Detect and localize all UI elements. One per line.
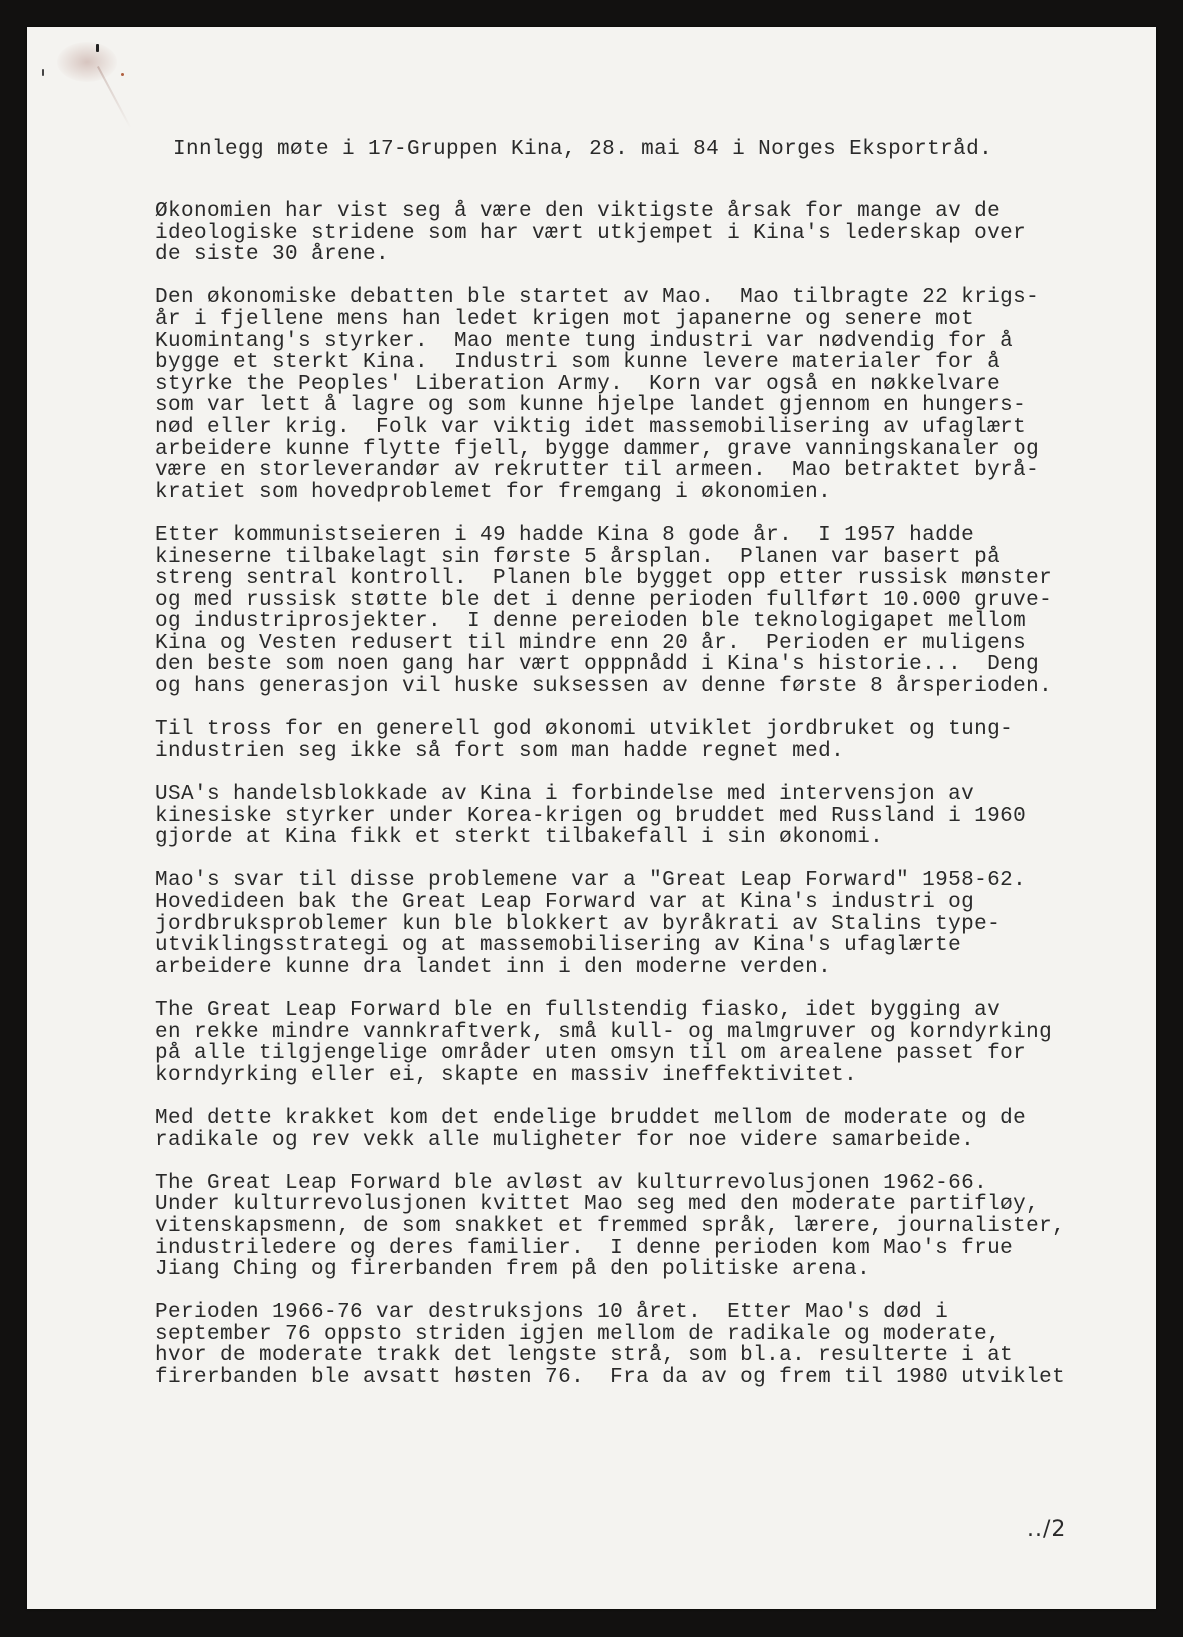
text-line: Hovedideen bak the Great Leap Forward var at Kina's industri og [155, 891, 975, 914]
text-line: kinesiske styrker under Korea-krigen og bruddet med Russland i 1960 [155, 804, 1027, 828]
text-line: radikale og rev vekk alle muligheter for noe videre samarbeide. [155, 1128, 975, 1152]
text-line: kineserne tilbakelagt sin første 5 årsplan. Planen var basert på [155, 545, 1001, 569]
text-line: være en storleverandør av rekrutter til armeen. Mao betraktet byrå- [155, 459, 1040, 483]
ink-mark [121, 73, 124, 76]
paper-stain-streak [97, 66, 132, 129]
text-line: styrke the Peoples' Liberation Army. Korn var også en nøkkelvare [155, 372, 1001, 396]
text-line: arbeidere kunne flytte fjell, bygge dammer, grave vanningskanaler og [155, 437, 1040, 461]
text-line: på alle tilgjengelige områder uten omsyn til om arealene passet for [155, 1042, 1027, 1066]
text-line: Jiang Ching og firerbanden frem på den politiske arena. [155, 1258, 871, 1282]
text-line: Etter kommunistseieren i 49 hadde Kina 8 gode år. I 1957 hadde [155, 523, 975, 547]
text-line: Kina og Vesten redusert til mindre enn 20 år. Perioden er muligens [155, 631, 1027, 655]
paragraph [155, 201, 1135, 266]
document-page [27, 27, 1156, 1609]
text-line: kratiet som hovedproblemet for fremgang i økonomien. [155, 480, 832, 504]
text-line: Mao's svar til disse problemene var a "Great Leap Forward" 1958-62. [155, 869, 1027, 893]
page-continuation-marker: ../2 [1027, 1517, 1067, 1542]
text-line: og med russisk støtte ble det i denne perioden fullført 10.000 gruve- [155, 588, 1053, 612]
text-line: Perioden 1966-76 var destruksjons 10 året. Etter Mao's død i [155, 1301, 949, 1325]
text-line: The Great Leap Forward ble avløst av kulturrevolusjonen 1962-66. [155, 1171, 988, 1195]
text-line: hvor de moderate trakk det lengste strå, som bl.a. resulterte i at [155, 1344, 1014, 1368]
paragraph [155, 870, 1135, 978]
text-line: firerbanden ble avsatt høsten 76. Fra da av og frem til 1980 utviklet [155, 1366, 1066, 1390]
text-line: den beste som noen gang har vært opppnådd i Kina's historie... Deng [155, 653, 1040, 677]
text-line: vitenskapsmenn, de som snakket et fremmed språk, lærere, journalister, [155, 1214, 1066, 1238]
ink-mark [42, 69, 44, 76]
paragraph [155, 719, 1135, 762]
document-body [155, 201, 1135, 1410]
text-line: industriledere og deres familier. I denne perioden kom Mao's frue [155, 1236, 1014, 1260]
text-line: gjorde at Kina fikk et sterkt tilbakefall i sin økonomi. [155, 826, 884, 850]
text-line: og industriprosjekter. I denne pereioden ble teknologigapet mellom [155, 610, 1027, 634]
text-line: Kuomintang's styrker. Mao mente tung industri var nødvendig for å [155, 329, 1014, 353]
paragraph [155, 1302, 1135, 1388]
text-line: arbeidere kunne dra landet inn i den moderne verden. [155, 955, 832, 979]
paragraph [155, 1173, 1135, 1281]
text-line: som var lett å lagre og som kunne hjelpe landet gjennom en hungers- [155, 394, 1027, 418]
text-line: bygge et sterkt Kina. Industri som kunne levere materialer for å [155, 351, 1001, 375]
text-line: ideologiske stridene som har vært utkjempet i Kina's lederskap over [155, 221, 1027, 245]
text-line: jordbruksproblemer kun ble blokkert av byråkrati av Stalins type- [155, 912, 1001, 936]
paragraph [155, 1108, 1135, 1151]
text-line: korndyrking eller ei, skapte en massiv ineffektivitet. [155, 1063, 858, 1087]
text-line: USA's handelsblokkade av Kina i forbindelse med intervensjon av [155, 783, 975, 807]
text-line: en rekke mindre vannkraftverk, små kull- og malmgruver og korndyrking [155, 1020, 1053, 1044]
paragraph [155, 287, 1135, 503]
text-line: år i fjellene mens han ledet krigen mot japanerne og senere mot [155, 307, 975, 331]
text-line: nød eller krig. Folk var viktig idet massemobilisering av ufaglært [155, 415, 1027, 439]
text-line: og hans generasjon vil huske suksessen av denne første 8 årsperioden. [155, 675, 1053, 699]
text-line: utviklingsstrategi og at massemobilisering av Kina's ufaglærte [155, 934, 962, 958]
paragraph [155, 1000, 1135, 1086]
text-line: Økonomien har vist seg å være den viktigste årsak for mange av de [155, 200, 1001, 223]
text-line: streng sentral kontroll. Planen ble bygget opp etter russisk mønster [155, 567, 1053, 591]
text-line: Med dette krakket kom det endelige bruddet mellom de moderate og de [155, 1106, 1027, 1130]
text-line: Under kulturrevolusjonen kvittet Mao seg med den moderate partifløy, [155, 1193, 1040, 1217]
text-line: Til tross for en generell god økonomi utviklet jordbruket og tung- [155, 718, 1014, 742]
paragraph [155, 784, 1135, 849]
paper-stain [57, 42, 117, 82]
text-line: de siste 30 årene. [155, 243, 390, 267]
text-line: september 76 oppsto striden igjen mellom de radikale og moderate, [155, 1322, 1001, 1346]
text-line: Den økonomiske debatten ble startet av Mao. Mao tilbragte 22 krigs- [155, 286, 1040, 310]
ink-mark [96, 44, 99, 52]
text-line: industrien seg ikke så fort som man hadde regnet med. [155, 739, 845, 763]
document-title: Innlegg møte i 17-Gruppen Kina, 28. mai 84 i Norges Eksportråd. [173, 138, 993, 161]
paragraph [155, 525, 1135, 698]
text-line: The Great Leap Forward ble en fullstendig fiasko, idet bygging av [155, 998, 1001, 1022]
